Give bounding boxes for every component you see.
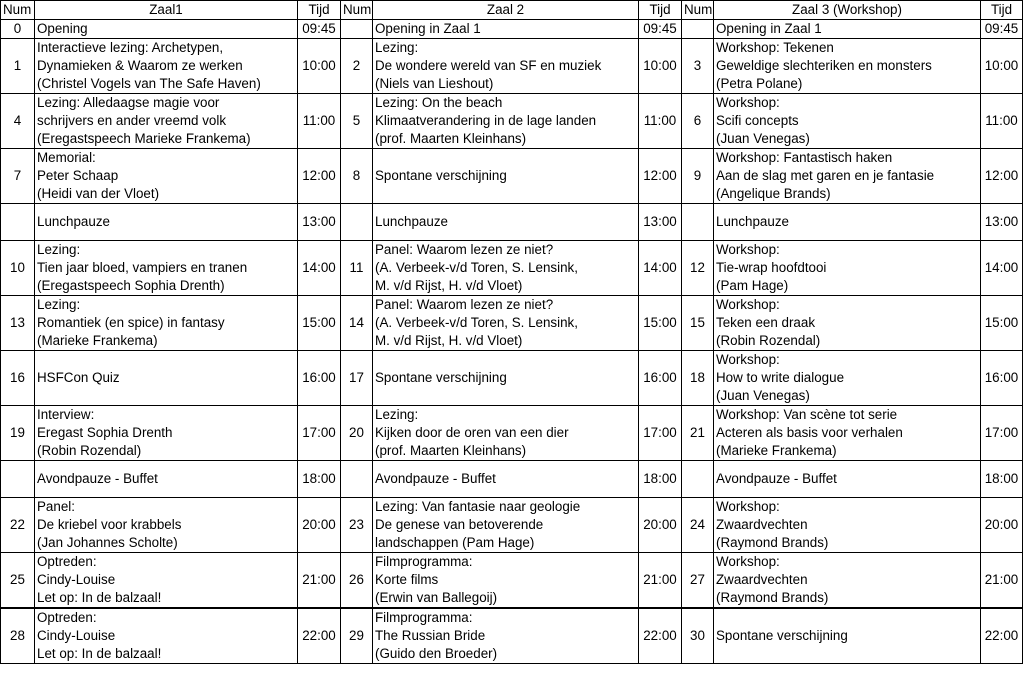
session-time-zaal1: 18:00 [298, 461, 341, 498]
session-description-line: (Jan Johannes Scholte) [37, 535, 178, 550]
session-description-line: De kriebel voor krabbels [37, 517, 182, 532]
session-description-zaal3 [714, 94, 981, 149]
session-description-line: Let op: In de balzaal! [37, 646, 162, 661]
session-description-line: (A. Verbeek-v/d Toren, S. Lensink, [375, 315, 578, 330]
session-description-zaal2 [373, 204, 639, 241]
session-time-zaal2: 13:00 [639, 204, 682, 241]
session-number-zaal3: 15 [682, 296, 714, 351]
session-description-line: (Marieke Frankema) [716, 443, 837, 458]
session-description-line: Geweldige slechteriken en monsters [716, 58, 932, 73]
table-row [1, 20, 1023, 39]
session-description-line: Zwaardvechten [716, 517, 808, 532]
session-description-line: M. v/d Rijst, H. v/d Vloet) [375, 333, 523, 348]
session-description-line: Avondpauze - Buffet [716, 471, 837, 486]
session-description-line: landschappen (Pam Hage) [375, 535, 535, 550]
session-description-line: De genese van betoverende [375, 517, 544, 532]
session-description-zaal2 [373, 149, 639, 204]
session-description-line: (Eregastspeech Marieke Frankema) [37, 131, 251, 146]
session-description-zaal2 [373, 461, 639, 498]
session-description-line: Workshop: [716, 297, 780, 312]
session-number-zaal1: 16 [1, 351, 35, 406]
session-description-line: Lezing: On the beach [375, 95, 503, 110]
session-description-line: Lezing: [37, 242, 81, 257]
header-row [1, 1, 1023, 20]
session-number-zaal3 [682, 204, 714, 241]
session-description-line: Interactieve lezing: Archetypen, [37, 40, 224, 55]
session-description-zaal1 [35, 351, 298, 406]
table-row [1, 149, 1023, 204]
table-row [1, 406, 1023, 461]
schedule-body [1, 20, 1023, 664]
header-tijd-2: Tijd [639, 1, 682, 20]
session-description-line: Cindy-Louise [37, 628, 116, 643]
session-description-line: Avondpauze - Buffet [375, 471, 496, 486]
header-zaal1: Zaal1 [35, 1, 298, 20]
session-description-line: Aan de slag met garen en je fantasie [716, 168, 935, 183]
session-description-line: Optreden: [37, 610, 97, 625]
session-number-zaal2: 20 [341, 406, 373, 461]
session-description-line: The Russian Bride [375, 628, 486, 643]
session-time-zaal3: 18:00 [981, 461, 1023, 498]
session-description-line: Cindy-Louise [37, 572, 116, 587]
session-description-line: Interview: [37, 407, 95, 422]
session-time-zaal3: 09:45 [981, 20, 1023, 39]
session-time-zaal1: 15:00 [298, 296, 341, 351]
session-description-line: (Angelique Brands) [716, 186, 831, 201]
session-number-zaal2: 29 [341, 608, 373, 664]
session-description-line: Filmprogramma: [375, 554, 473, 569]
session-time-zaal2: 10:00 [639, 39, 682, 94]
session-description-line: Opening in Zaal 1 [375, 21, 481, 36]
session-description-line: Workshop: Tekenen [716, 40, 834, 55]
session-description-zaal1 [35, 241, 298, 296]
session-time-zaal2: 15:00 [639, 296, 682, 351]
session-description-line: (Juan Venegas) [716, 131, 810, 146]
session-description-line: (Erwin van Ballegoij) [375, 590, 498, 605]
session-number-zaal2: 8 [341, 149, 373, 204]
session-time-zaal2: 18:00 [639, 461, 682, 498]
session-number-zaal2: 5 [341, 94, 373, 149]
session-time-zaal2: 17:00 [639, 406, 682, 461]
session-description-line: (Heidi van der Vloet) [37, 186, 160, 201]
session-time-zaal2: 16:00 [639, 351, 682, 406]
session-time-zaal3: 15:00 [981, 296, 1023, 351]
session-time-zaal1: 13:00 [298, 204, 341, 241]
session-description-line: (Pam Hage) [716, 278, 789, 293]
session-description-line: Peter Schaap [37, 168, 119, 183]
session-description-line: Lunchpauze [37, 214, 110, 229]
session-number-zaal2: 17 [341, 351, 373, 406]
session-number-zaal3: 9 [682, 149, 714, 204]
session-time-zaal3: 20:00 [981, 498, 1023, 553]
session-description-line: (Eregastspeech Sophia Drenth) [37, 278, 225, 293]
session-time-zaal3: 10:00 [981, 39, 1023, 94]
session-description-line: Workshop: [716, 554, 780, 569]
session-description-line: (Guido den Broeder) [375, 646, 498, 661]
session-description-line: Opening [37, 21, 88, 36]
session-description-line: (Niels van Lieshout) [375, 76, 494, 91]
session-description-zaal2 [373, 94, 639, 149]
session-description-line: (Christel Vogels van The Safe Haven) [37, 76, 261, 91]
session-number-zaal1: 19 [1, 406, 35, 461]
session-description-line: (Robin Rozendal) [716, 333, 821, 348]
session-number-zaal1 [1, 461, 35, 498]
session-description-zaal2 [373, 20, 639, 39]
session-description-line: Romantiek (en spice) in fantasy [37, 315, 225, 330]
session-time-zaal1: 22:00 [298, 608, 341, 664]
session-time-zaal3: 11:00 [981, 94, 1023, 149]
session-description-zaal2 [373, 39, 639, 94]
session-time-zaal3: 14:00 [981, 241, 1023, 296]
session-number-zaal3 [682, 20, 714, 39]
session-time-zaal2: 14:00 [639, 241, 682, 296]
session-description-zaal1 [35, 296, 298, 351]
session-description-line: schrijvers en ander vreemd volk [37, 113, 227, 128]
session-description-zaal2 [373, 296, 639, 351]
session-description-line: Spontane verschijning [375, 370, 507, 385]
session-number-zaal2: 26 [341, 553, 373, 609]
session-description-line: Lunchpauze [716, 214, 789, 229]
session-description-line: Lezing: [37, 297, 81, 312]
session-time-zaal1: 12:00 [298, 149, 341, 204]
session-description-line: Lezing: [375, 407, 419, 422]
session-time-zaal2: 11:00 [639, 94, 682, 149]
session-description-line: Avondpauze - Buffet [37, 471, 158, 486]
session-number-zaal3: 27 [682, 553, 714, 609]
session-time-zaal1: 14:00 [298, 241, 341, 296]
session-time-zaal2: 21:00 [639, 553, 682, 609]
session-time-zaal1: 16:00 [298, 351, 341, 406]
session-description-zaal3 [714, 553, 981, 609]
session-time-zaal1: 17:00 [298, 406, 341, 461]
session-description-line: Eregast Sophia Drenth [37, 425, 173, 440]
session-description-line: Korte films [375, 572, 439, 587]
session-description-line: Acteren als basis voor verhalen [716, 425, 903, 440]
session-number-zaal2 [341, 20, 373, 39]
session-number-zaal3: 3 [682, 39, 714, 94]
session-description-zaal3 [714, 204, 981, 241]
session-description-line: Tien jaar bloed, vampiers en tranen [37, 260, 248, 275]
session-number-zaal1: 13 [1, 296, 35, 351]
session-number-zaal3: 6 [682, 94, 714, 149]
session-description-line: Lezing: [375, 40, 419, 55]
session-number-zaal1: 7 [1, 149, 35, 204]
table-row [1, 498, 1023, 553]
session-description-line: Workshop: [716, 95, 780, 110]
session-time-zaal3: 13:00 [981, 204, 1023, 241]
table-row [1, 461, 1023, 498]
session-number-zaal2: 2 [341, 39, 373, 94]
session-description-zaal1 [35, 94, 298, 149]
table-row [1, 351, 1023, 406]
session-number-zaal1: 1 [1, 39, 35, 94]
session-description-zaal2 [373, 498, 639, 553]
session-time-zaal1: 09:45 [298, 20, 341, 39]
session-description-line: Zwaardvechten [716, 572, 808, 587]
session-number-zaal2 [341, 204, 373, 241]
session-description-zaal1 [35, 461, 298, 498]
session-description-zaal2 [373, 351, 639, 406]
table-row [1, 94, 1023, 149]
session-time-zaal1: 10:00 [298, 39, 341, 94]
session-time-zaal2: 09:45 [639, 20, 682, 39]
session-description-line: HSFCon Quiz [37, 370, 120, 385]
table-row [1, 608, 1023, 664]
session-description-line: De wondere wereld van SF en muziek [375, 58, 602, 73]
session-description-zaal3 [714, 608, 981, 664]
session-description-line: (Petra Polane) [716, 76, 803, 91]
session-number-zaal2: 14 [341, 296, 373, 351]
session-description-zaal2 [373, 406, 639, 461]
session-description-zaal1 [35, 608, 298, 664]
session-description-line: Lezing: Alledaagse magie voor [37, 95, 220, 110]
table-row [1, 204, 1023, 241]
session-time-zaal2: 22:00 [639, 608, 682, 664]
session-description-line: Panel: [37, 499, 75, 514]
session-description-line: Spontane verschijning [375, 168, 507, 183]
session-description-zaal1 [35, 498, 298, 553]
session-description-line: Panel: Waarom lezen ze niet? [375, 242, 554, 257]
session-time-zaal1: 20:00 [298, 498, 341, 553]
session-description-line: Let op: In de balzaal! [37, 590, 162, 605]
session-number-zaal1: 22 [1, 498, 35, 553]
session-time-zaal3: 16:00 [981, 351, 1023, 406]
session-description-line: Panel: Waarom lezen ze niet? [375, 297, 554, 312]
header-zaal3: Zaal 3 (Workshop) [714, 1, 981, 20]
session-description-line: Spontane verschijning [716, 628, 848, 643]
session-number-zaal3 [682, 461, 714, 498]
session-number-zaal3: 24 [682, 498, 714, 553]
session-description-line: Dynamieken & Waarom ze werken [37, 58, 243, 73]
session-number-zaal3: 30 [682, 608, 714, 664]
session-description-zaal3 [714, 498, 981, 553]
session-description-line: Workshop: [716, 499, 780, 514]
session-number-zaal1: 4 [1, 94, 35, 149]
session-description-line: Opening in Zaal 1 [716, 21, 822, 36]
session-time-zaal3: 12:00 [981, 149, 1023, 204]
session-description-line: M. v/d Rijst, H. v/d Vloet) [375, 278, 523, 293]
session-description-line: Memorial: [37, 150, 96, 165]
session-description-line: (A. Verbeek-v/d Toren, S. Lensink, [375, 260, 578, 275]
session-description-zaal1 [35, 553, 298, 609]
session-description-line: (Marieke Frankema) [37, 333, 158, 348]
session-description-line: (Raymond Brands) [716, 535, 829, 550]
session-description-line: How to write dialogue [716, 370, 845, 385]
table-row [1, 296, 1023, 351]
session-description-line: Teken een draak [716, 315, 816, 330]
session-description-zaal1 [35, 149, 298, 204]
session-description-line: (Robin Rozendal) [37, 443, 142, 458]
session-description-zaal1 [35, 204, 298, 241]
session-description-zaal2 [373, 241, 639, 296]
session-description-line: Workshop: Fantastisch haken [716, 150, 893, 165]
session-description-line: Workshop: [716, 352, 780, 367]
session-description-zaal3 [714, 461, 981, 498]
session-description-zaal3 [714, 39, 981, 94]
session-description-line: (Raymond Brands) [716, 590, 829, 605]
session-number-zaal2 [341, 461, 373, 498]
session-time-zaal3: 21:00 [981, 553, 1023, 609]
header-num-3: Num [682, 1, 714, 20]
session-description-line: Workshop: [716, 242, 780, 257]
table-row [1, 553, 1023, 609]
session-description-zaal3 [714, 241, 981, 296]
session-time-zaal3: 22:00 [981, 608, 1023, 664]
session-time-zaal1: 21:00 [298, 553, 341, 609]
session-description-line: Lezing: Van fantasie naar geologie [375, 499, 581, 514]
session-description-line: (prof. Maarten Kleinhans) [375, 131, 527, 146]
header-num-1: Num [1, 1, 35, 20]
session-description-zaal2 [373, 553, 639, 609]
session-number-zaal1: 10 [1, 241, 35, 296]
session-description-line: Tie-wrap hoofdtooi [716, 260, 827, 275]
header-tijd-3: Tijd [981, 1, 1023, 20]
session-description-zaal1 [35, 406, 298, 461]
session-description-zaal2 [373, 608, 639, 664]
session-number-zaal1: 28 [1, 608, 35, 664]
session-number-zaal1: 25 [1, 553, 35, 609]
session-number-zaal3: 18 [682, 351, 714, 406]
table-row [1, 39, 1023, 94]
session-description-zaal3 [714, 296, 981, 351]
session-description-line: Scifi concepts [716, 113, 799, 128]
session-description-line: Workshop: Van scène tot serie [716, 407, 898, 422]
session-description-zaal1 [35, 20, 298, 39]
session-description-line: Klimaatverandering in de lage landen [375, 113, 597, 128]
session-description-zaal3 [714, 149, 981, 204]
session-number-zaal2: 11 [341, 241, 373, 296]
session-number-zaal1 [1, 204, 35, 241]
table-row [1, 241, 1023, 296]
session-description-zaal3 [714, 351, 981, 406]
session-description-line: Optreden: [37, 554, 97, 569]
session-description-zaal3 [714, 20, 981, 39]
session-description-line: Lunchpauze [375, 214, 448, 229]
header-num-2: Num [341, 1, 373, 20]
session-number-zaal3: 12 [682, 241, 714, 296]
session-time-zaal3: 17:00 [981, 406, 1023, 461]
header-tijd-1: Tijd [298, 1, 341, 20]
session-description-zaal3 [714, 406, 981, 461]
header-zaal2: Zaal 2 [373, 1, 639, 20]
session-description-zaal1 [35, 39, 298, 94]
session-description-line: (prof. Maarten Kleinhans) [375, 443, 527, 458]
session-time-zaal2: 20:00 [639, 498, 682, 553]
session-description-line: (Juan Venegas) [716, 388, 810, 403]
session-number-zaal1: 0 [1, 20, 35, 39]
session-description-line: Kijken door de oren van een dier [375, 425, 569, 440]
session-time-zaal2: 12:00 [639, 149, 682, 204]
session-number-zaal2: 23 [341, 498, 373, 553]
session-number-zaal3: 21 [682, 406, 714, 461]
session-time-zaal1: 11:00 [298, 94, 341, 149]
session-description-line: Filmprogramma: [375, 610, 473, 625]
